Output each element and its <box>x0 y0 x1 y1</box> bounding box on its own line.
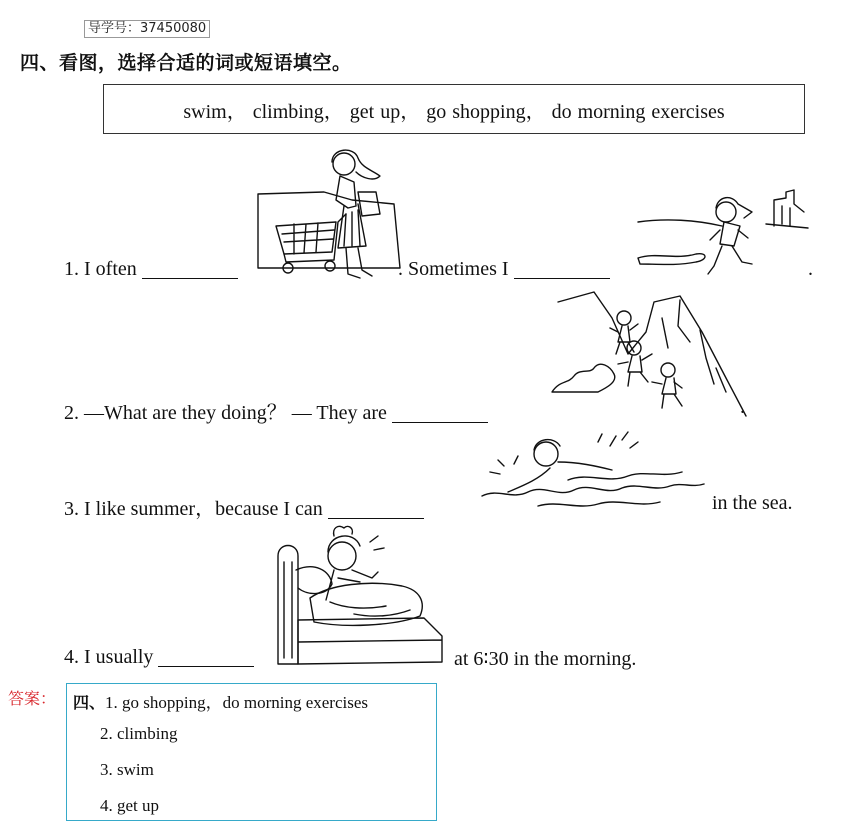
question-2-text-a: 2. —What are they doing？ — They are <box>64 402 387 424</box>
question-1-blank-2[interactable] <box>514 260 610 279</box>
answer-line-2: 2. climbing <box>100 724 178 743</box>
question-4 <box>64 646 254 669</box>
guide-number: 导学号：37450080 <box>84 20 210 38</box>
runner-head <box>716 202 736 222</box>
question-4-end: at 6∶30 in the morning. <box>454 648 637 670</box>
runner-legs <box>708 246 752 274</box>
splash-drops <box>490 432 638 474</box>
question-3-blank[interactable] <box>328 500 424 519</box>
answer-text-1: 1. go shopping，do morning exercises <box>105 693 369 712</box>
cart-wheel-2 <box>325 261 335 271</box>
word-bank-text: swim， climbing， get up， go shopping， do morning exercises <box>183 100 725 123</box>
question-1-blank-1[interactable] <box>142 260 238 279</box>
getting-up-illustration <box>274 522 446 668</box>
mountain-rocks <box>662 300 726 392</box>
shopper-head <box>333 153 355 175</box>
sleeper-head <box>328 542 356 570</box>
sleeper-hair <box>328 526 360 552</box>
question-4-blank[interactable] <box>158 648 254 667</box>
motion-lines <box>370 536 384 550</box>
runner-body <box>710 222 748 246</box>
running-illustration <box>636 186 808 282</box>
climbing-illustration <box>550 288 746 420</box>
swimmer-head <box>534 442 558 466</box>
question-4-text-a: 4. I usually <box>64 646 154 668</box>
climber-1-body <box>610 324 638 354</box>
climber-2-body <box>618 354 652 386</box>
section-title: 四、看图，选择合适的词或短语填空。 <box>20 52 352 74</box>
climber-1-head <box>617 311 631 325</box>
runner-hair <box>716 198 752 218</box>
question-1-middle <box>398 258 610 281</box>
question-2 <box>64 396 488 425</box>
swimming-illustration <box>478 426 706 516</box>
shopping-illustration <box>254 148 404 282</box>
question-3-text-a: 3. I like summer，because I can <box>64 498 323 520</box>
climber-3-head <box>661 363 675 377</box>
question-1-text-a: 1. I often <box>64 258 137 280</box>
question-2-blank[interactable] <box>392 404 488 423</box>
shopper-bag <box>358 192 380 216</box>
word-bank-box <box>103 84 805 134</box>
answer-box <box>66 683 437 821</box>
answer-line-3: 3. swim <box>100 760 154 779</box>
building <box>774 190 804 226</box>
climber-3-body <box>652 378 682 408</box>
bushes <box>552 364 615 392</box>
water-waves <box>482 484 704 496</box>
answer-line-4: 4. get up <box>100 796 160 815</box>
water-waves-2 <box>538 472 682 506</box>
answer-label: 答案： <box>8 689 57 708</box>
question-2-end: . <box>740 396 745 418</box>
grass-strip <box>638 254 705 265</box>
bed-headboard <box>278 546 298 665</box>
shopper-legs <box>346 248 372 278</box>
cart-basket <box>276 222 336 254</box>
swimmer-arm <box>508 462 612 492</box>
answer-line-1 <box>73 688 368 713</box>
climber-2-head <box>627 341 641 355</box>
question-1-end: . <box>808 258 813 280</box>
question-1-text-b: . Sometimes I <box>398 258 509 280</box>
question-3-end: in the sea. <box>712 492 793 514</box>
question-3 <box>64 492 424 521</box>
question-1 <box>64 258 238 281</box>
shopper-body <box>336 176 356 208</box>
blanket-folds <box>330 602 410 616</box>
cart-frame <box>284 214 346 262</box>
answer-prefix: 四、 <box>73 693 106 712</box>
